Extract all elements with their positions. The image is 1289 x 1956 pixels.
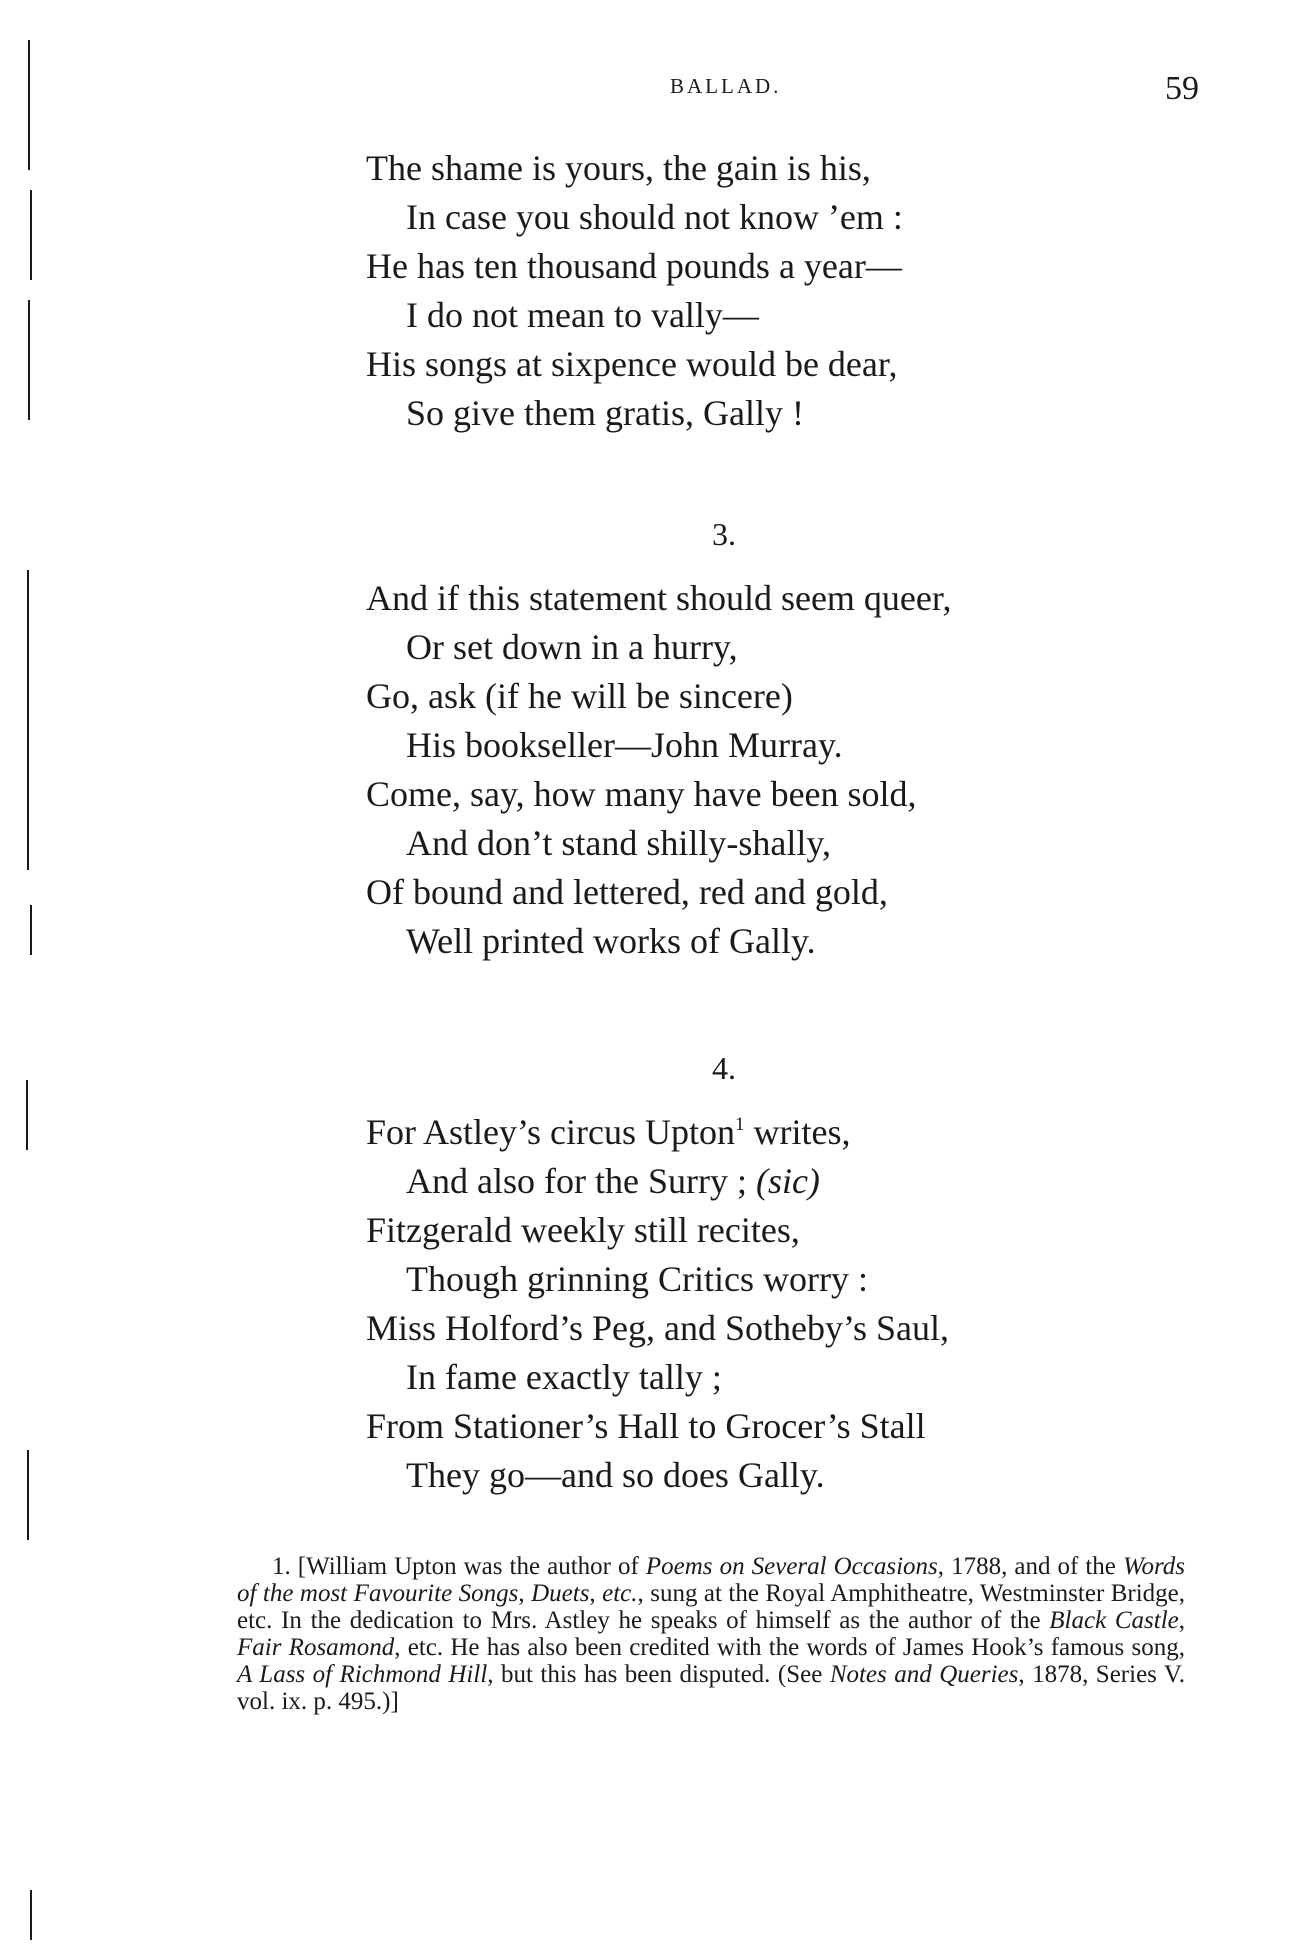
footnote-marker: 1. (272, 1553, 291, 1580)
scan-edge-marks (0, 0, 60, 1956)
verse-line: From Stationer’s Hall to Grocer’s Stall (366, 1406, 926, 1446)
footnote-fragment: , sung at the Royal Amphitheatre, Westminster Bridge, etc. In the dedication to Mrs. Astley he speaks of himself as the author of the (237, 1580, 1186, 1634)
verse-line: His songs at sixpence would be dear, (366, 344, 898, 384)
verse-line: He has ten thousand pounds a year— (366, 246, 902, 286)
footnote-title: Black Castle (1049, 1607, 1179, 1634)
footnote-fragment: , 1788, and of the (937, 1553, 1123, 1580)
verse-line: Of bound and lettered, red and gold, (366, 872, 888, 912)
footnote-title: Notes and Queries (829, 1661, 1019, 1688)
footnote-title: A Lass of Richmond Hill (237, 1661, 488, 1688)
edge-mark (28, 40, 30, 170)
edge-mark (26, 1080, 28, 1150)
stanza-4 (366, 1108, 1126, 1500)
footnote-fragment: , 1878, Series V. vol. ix. p. 495.)] (237, 1661, 1185, 1715)
stanza-3 (366, 574, 1126, 966)
edge-mark (30, 190, 32, 280)
footnote-title: Duets (531, 1580, 590, 1607)
verse-line: And if this statement should seem queer, (366, 578, 952, 618)
edge-mark (27, 1450, 29, 1540)
verse-text: And also for the Surry ; (406, 1161, 756, 1201)
verse-line: Go, ask (if he will be sincere) (366, 676, 793, 716)
verse-line: In fame exactly tally ; (406, 1357, 722, 1397)
verse-line: Come, say, how many have been sold, (366, 774, 917, 814)
stanza-2 (366, 144, 1126, 438)
verse-line: The shame is yours, the gain is his, (366, 148, 871, 188)
footnote-title: Poems on Several Occasions (645, 1553, 938, 1580)
page-number: 59 (1165, 70, 1199, 107)
verse-line: Or set down in a hurry, (406, 627, 738, 667)
running-title: BALLAD. (670, 74, 782, 98)
verse-line (366, 1157, 1126, 1206)
verse-line: Fitzgerald weekly still recites, (366, 1210, 800, 1250)
verse-text: writes, (744, 1112, 851, 1152)
verse-line: Miss Holford’s Peg, and Sotheby’s Saul, (366, 1308, 950, 1348)
footnote (237, 1553, 1185, 1715)
edge-mark (28, 300, 30, 420)
verse-line: Though grinning Critics worry : (406, 1259, 868, 1299)
footnote-text (237, 1553, 1185, 1715)
verse-line: In case you should not know ’em : (406, 197, 903, 237)
footnote-reference: 1 (734, 1114, 745, 1135)
verse-line: His bookseller—John Murray. (406, 725, 843, 765)
sic-note: (sic) (755, 1161, 820, 1201)
verse-line: They go—and so does Gally. (406, 1455, 825, 1495)
footnote-fragment: , (1178, 1607, 1185, 1634)
footnote-fragment: [William Upton was the author of (290, 1553, 646, 1580)
verse-line: So give them gratis, Gally ! (406, 393, 804, 433)
verse-line: And don’t stand shilly-shally, (406, 823, 831, 863)
footnote-title: etc. (602, 1580, 638, 1607)
verse-text: For Astley’s circus Upton (366, 1112, 735, 1152)
footnote-title: Words of the most Favourite Songs (237, 1553, 1186, 1607)
edge-mark (30, 1890, 32, 1940)
footnote-fragment: , (518, 1580, 532, 1607)
verse-line (366, 1108, 1126, 1157)
footnote-title: Fair Rosamond (237, 1634, 395, 1661)
edge-mark (30, 905, 32, 955)
footnote-fragment: , (589, 1580, 603, 1607)
stanza-number: 4. (712, 1050, 736, 1086)
footnote-fragment: , etc. He has also been credited with the words of James Hook’s famous song, (394, 1634, 1186, 1661)
edge-mark (27, 570, 29, 870)
verse-line: Well printed works of Gally. (406, 921, 816, 961)
stanza-number: 3. (712, 516, 736, 552)
verse-line: I do not mean to vally— (406, 295, 759, 335)
footnote-fragment: , but this has been disputed. (See (487, 1661, 830, 1688)
